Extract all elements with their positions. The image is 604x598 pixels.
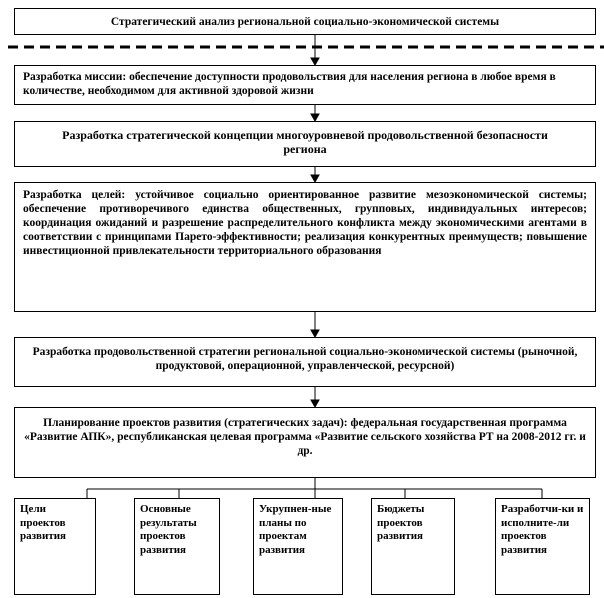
stage-goals-text: Разработка целей: устойчивое социально ориентированное развитие мезоэкономической системы; обеспечение противоречивого единства общественных, групповых, индивидуальных интересов; координация ожиданий и разрешение распределительного конфликта между экономическими агентами в соответствии с принципами Парето-эффективности; реализация конкурентных преимуществ; повышение инвестиционной привлекательности территориального образования [23, 189, 587, 257]
sub-goals [14, 498, 96, 595]
sub-budgets [371, 498, 455, 595]
arrow-head [311, 114, 319, 121]
sub-developers-text: Разработчи-ки и исполните-ли проектов развития [501, 503, 584, 556]
sub-goals-text: Цели проектов развития [20, 503, 67, 542]
stage-mission [14, 65, 596, 105]
sub-results [134, 498, 220, 595]
arrow-head [311, 58, 319, 65]
sub-budgets-text: Бюджеты проектов развития [377, 503, 425, 542]
arrow-head [311, 175, 319, 182]
stage-concept-text: Разработка стратегической концепции многоуровневой продовольственной безопасности региона [62, 128, 548, 156]
sub-plans [253, 498, 343, 595]
stage-mission-text: Разработка миссии: обеспечение доступности продовольствия для населения региона в любое время в количестве, необходимом для активной здоровой жизни [23, 71, 556, 97]
stage-concept [14, 121, 596, 167]
stage-strategic-analysis [14, 8, 596, 35]
arrow-head [311, 400, 319, 407]
sub-results-text: Основные результаты проектов развития [140, 503, 197, 556]
stage-strategy [14, 337, 596, 387]
stage-goals [14, 182, 596, 312]
stage-strategy-text: Разработка продовольственной стратегии региональной социально-экономической системы (рыночной, продуктовой, операционной, управленческой, ресурсной) [32, 346, 578, 372]
stage-planning-text: Планирование проектов развития (стратегических задач): федеральная государственная программа «Развитие АПК», республиканская целевая программа «Развитие сельского хозяйства РТ на 2008-2012 гг. и др. [24, 417, 586, 457]
stage-planning [14, 407, 596, 478]
sub-developers [495, 498, 590, 595]
arrow-head [311, 330, 319, 337]
stage-strategic-analysis-text: Стратегический анализ региональной социально-экономической системы [110, 16, 500, 28]
sub-plans-text: Укрупнен-ные планы по проектам развития [259, 503, 332, 556]
